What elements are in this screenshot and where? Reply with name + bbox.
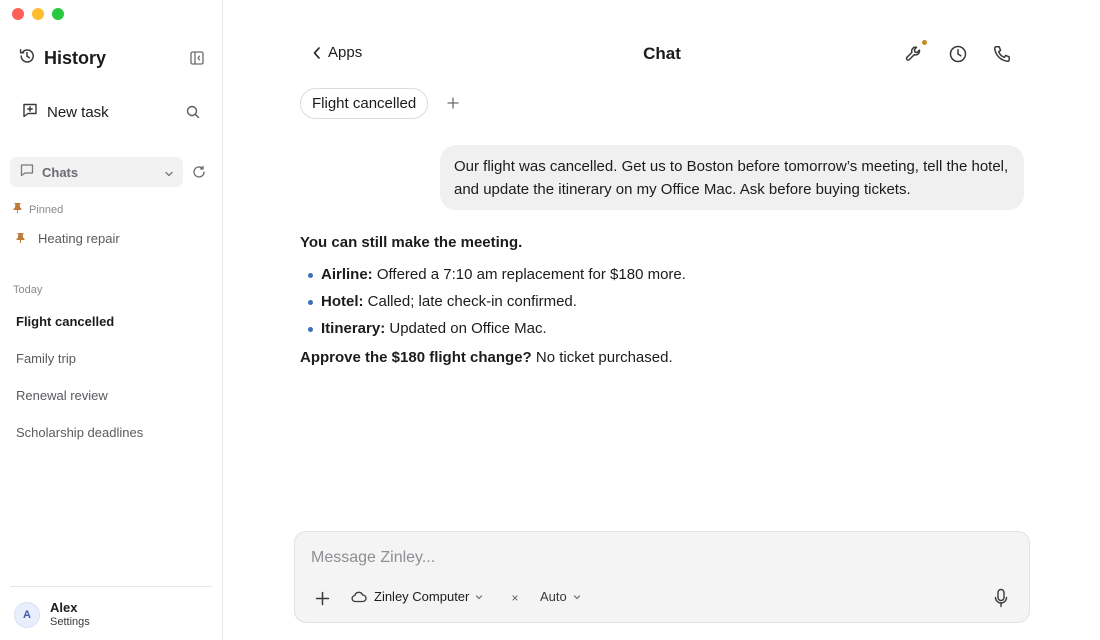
pinned-section-label	[13, 203, 63, 216]
minimize-window-button[interactable]	[32, 8, 44, 20]
add-tab-button[interactable]	[445, 95, 461, 111]
cloud-icon	[351, 591, 367, 603]
sidebar-divider	[10, 586, 212, 587]
sidebar-item-heating-repair[interactable]	[16, 231, 120, 246]
bullet-label: Airline:	[321, 266, 373, 283]
new-task-button[interactable]	[22, 101, 206, 123]
today-section-label: Today	[13, 284, 43, 296]
refresh-icon[interactable]	[191, 164, 207, 180]
message-composer	[294, 531, 1030, 623]
chevron-down-icon	[573, 593, 581, 601]
chevron-down-icon	[164, 166, 174, 184]
approval-question: Approve the $180 flight change?	[300, 349, 532, 366]
sidebar-item-scholarship-deadlines[interactable]: Scholarship deadlines	[16, 425, 144, 440]
reply-heading: You can still make the meeting.	[300, 234, 523, 251]
mode-selector[interactable]	[540, 589, 581, 604]
bullet-label: Itinerary:	[321, 320, 386, 337]
pin-icon	[13, 203, 23, 216]
microphone-icon[interactable]	[991, 588, 1011, 608]
plus-icon	[315, 591, 330, 606]
list-item	[300, 292, 1000, 312]
reply-question	[300, 348, 1000, 368]
page-title: Chat	[643, 44, 681, 63]
reply-bullet-list	[300, 265, 1000, 339]
history-title: History	[44, 47, 107, 68]
sidebar-item-renewal-review[interactable]: Renewal review	[16, 388, 108, 403]
bullet-text: Offered a 7:10 am replacement for $180 more.	[376, 266, 686, 283]
pin-icon	[16, 231, 26, 246]
list-item	[300, 319, 1000, 339]
bullet-label: Hotel:	[321, 293, 364, 310]
bullet-text: Updated on Office Mac.	[389, 320, 547, 337]
attach-button[interactable]	[313, 589, 331, 607]
sidebar-item-family-trip[interactable]: Family trip	[16, 351, 76, 366]
back-to-apps-button[interactable]	[312, 44, 362, 61]
list-item	[300, 265, 1000, 285]
sidebar-toggle-icon[interactable]	[188, 49, 206, 67]
sidebar-item-flight-cancelled[interactable]: Flight cancelled	[16, 314, 115, 329]
window-controls	[12, 8, 64, 20]
chats-filter-dropdown[interactable]	[10, 157, 183, 187]
user-message: Our flight was cancelled. Get us to Boston before tomorrow’s meeting, tell the hotel, and update the itinerary on my Office Mac. Ask before buying tickets.	[440, 145, 1024, 210]
profile-name: Alex	[50, 600, 78, 615]
mode-label: Auto	[540, 589, 567, 604]
new-task-label: New task	[47, 103, 109, 121]
computer-label: Zinley Computer	[374, 589, 470, 604]
pinned-label: Pinned	[29, 203, 64, 216]
chats-filter-label: Chats	[42, 164, 79, 180]
assistant-reply	[300, 233, 1000, 368]
avatar: A	[14, 602, 40, 628]
chat-bubble-icon	[20, 163, 34, 182]
computer-selector[interactable]	[351, 589, 483, 604]
history-icon	[18, 47, 36, 70]
search-icon[interactable]	[184, 103, 202, 121]
sidebar-item-label: Heating repair	[38, 231, 120, 246]
bullet-text: Called; late check-in confirmed.	[367, 293, 577, 310]
history-header	[18, 46, 206, 70]
approval-note: No ticket purchased.	[535, 349, 673, 366]
profile-settings-label: Settings	[50, 616, 90, 628]
plus-icon	[447, 97, 459, 109]
phone-icon[interactable]	[990, 42, 1014, 66]
chat-panel	[224, 0, 1100, 640]
remove-computer-button[interactable]: ×	[511, 591, 519, 605]
tab-flight-cancelled[interactable]: Flight cancelled	[300, 88, 428, 119]
back-label: Apps	[328, 44, 363, 61]
wrench-icon[interactable]	[902, 42, 926, 66]
message-input[interactable]	[311, 546, 1001, 570]
sidebar	[0, 0, 223, 640]
close-window-button[interactable]	[12, 8, 24, 20]
chevron-left-icon	[312, 46, 322, 60]
zoom-window-button[interactable]	[52, 8, 64, 20]
profile-button[interactable]	[14, 600, 90, 630]
chevron-down-icon	[475, 593, 483, 601]
new-task-icon	[22, 102, 38, 123]
notification-dot	[922, 40, 927, 45]
clock-icon[interactable]	[946, 42, 970, 66]
